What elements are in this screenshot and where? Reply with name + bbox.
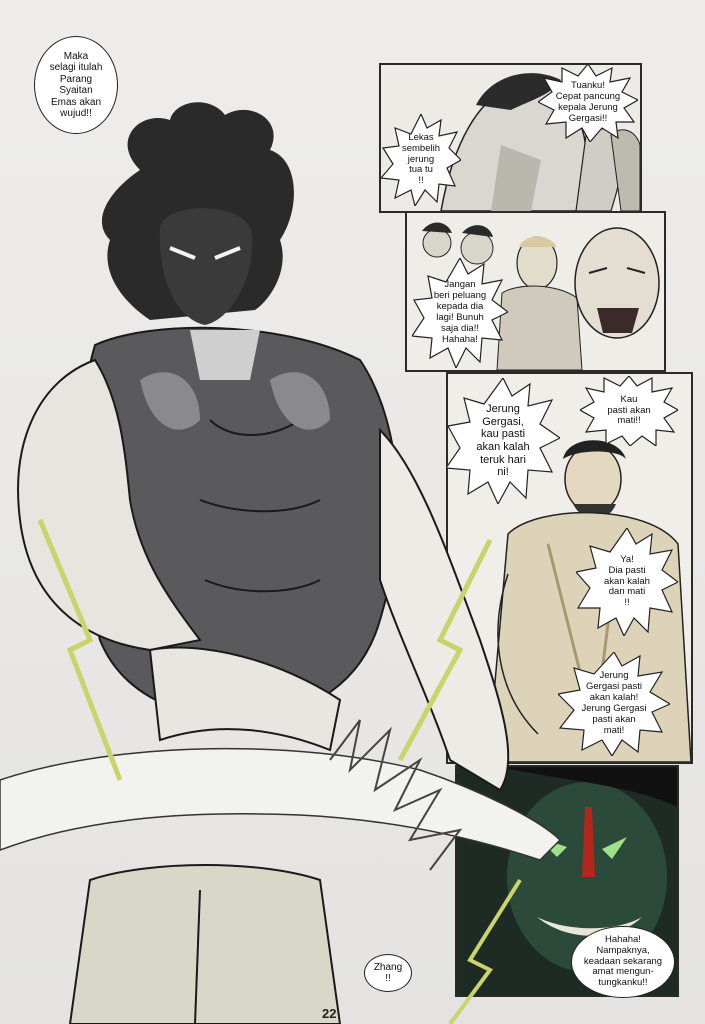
page-number: 22 [322, 1006, 337, 1021]
speech-text: Tuanku! Cepat pancung kepala Jerung Gergasi!! [555, 80, 621, 124]
speech-burst-jangan [412, 258, 508, 368]
speech-balloon-villain: Hahaha! Nampaknya, keadaan sekarang amat mengun- tungkanku!! [571, 926, 675, 998]
speech-balloon-narration: Maka selagi itulah Parang Syaitan Emas akan wujud!! [34, 36, 118, 134]
speech-burst-jerung-gergasi [446, 378, 560, 504]
speech-text: Jerung Gergasi pasti akan kalah! Jerung Gergasi pasti akan mati! [581, 670, 647, 736]
speech-text: Ya! Dia pasti akan kalah dan mati !! [604, 553, 650, 609]
speech-burst-tuanku [538, 64, 638, 142]
speech-text: Lekas sembelih jerung tua tu !! [401, 131, 441, 187]
speech-burst-ya-dia [576, 528, 678, 636]
speech-burst-kau-pasti [580, 376, 678, 446]
speech-text: Jerung Gergasi, kau pasti akan kalah teruk hari ni! [476, 403, 530, 479]
speech-burst-lekas [381, 114, 461, 206]
sfx-zhang: Zhang !! [364, 954, 412, 992]
speech-burst-jerung-pasti-kalah [558, 652, 670, 756]
speech-text: Jangan beri peluang kepada dia lagi! Bunuh saja dia!! Hahaha! [433, 279, 487, 345]
speech-text: Kau pasti akan mati!! [607, 393, 651, 427]
